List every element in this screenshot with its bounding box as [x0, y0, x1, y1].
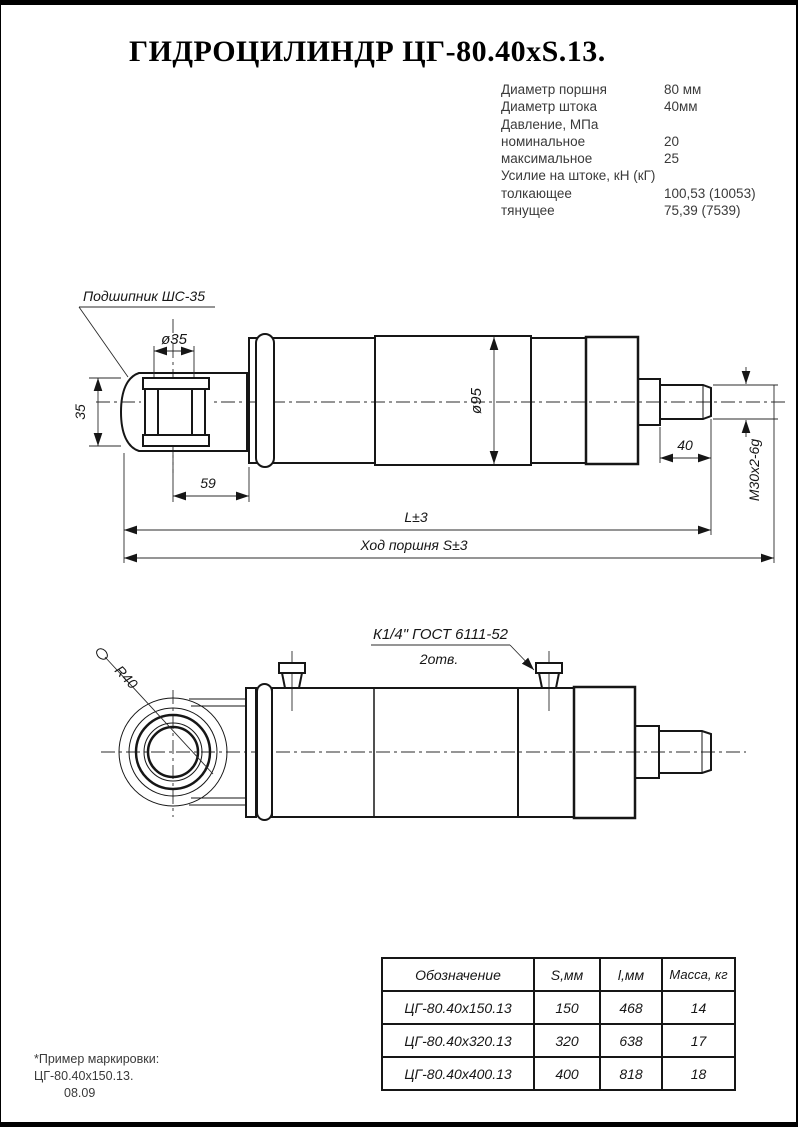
col-header-length: l,мм — [600, 958, 662, 991]
bearing-callout — [79, 288, 215, 377]
hydraulic-port-1 — [279, 651, 305, 711]
bearing-outer-ring-top — [143, 378, 209, 389]
port-leader-line — [510, 645, 534, 670]
col-header-designation: Обозначение — [382, 958, 534, 991]
spec-row: Диаметр поршня 80 мм — [501, 82, 702, 97]
table-row — [382, 1024, 735, 1057]
dim-label: Ход поршня S±3 — [360, 537, 468, 553]
table-header-row — [382, 958, 735, 991]
col-header-mass: Масса, кг — [662, 958, 735, 991]
front-plate — [246, 688, 256, 817]
marking-note — [34, 1051, 159, 1102]
bearing-label: Подшипник ШС-35 — [83, 288, 206, 304]
cell-length: 818 — [600, 1057, 662, 1090]
dim-thread-m30 — [713, 367, 778, 563]
dim-bore-35 — [154, 331, 194, 377]
table-row — [382, 991, 735, 1024]
cylinder-collar — [257, 684, 272, 820]
drawing-1-section-view — [72, 288, 788, 563]
cell-length: 638 — [600, 1024, 662, 1057]
bearing-leader-line — [79, 307, 215, 377]
note-line: 08.09 — [64, 1086, 96, 1100]
dim-40 — [660, 419, 711, 535]
spec-row: Давление, МПа — [501, 116, 599, 132]
port-sublabel: 2отв. — [419, 651, 459, 667]
spec-row: тянущее 75,39 (7539) — [501, 203, 741, 219]
drawing-2-outside-view — [95, 626, 746, 820]
cell-length: 468 — [600, 991, 662, 1024]
spec-row: номинальное 20 — [501, 133, 680, 149]
cell-stroke: 320 — [534, 1024, 600, 1057]
port-label: К1/4" ГОСТ 6111-52 — [373, 626, 508, 643]
cylinder-tube — [272, 688, 574, 817]
bearing-eye-section — [121, 373, 247, 451]
spec-row: толкающее 100,53 (10053) — [501, 185, 756, 201]
port-flange — [536, 663, 562, 673]
dim-extension-lines — [89, 378, 121, 446]
note-line: *Пример маркировки: — [34, 1052, 160, 1066]
cylinder-main-tube — [375, 336, 531, 465]
dim-label: L±3 — [404, 509, 428, 525]
dim-width-35 — [72, 378, 121, 446]
dim-label: М30х2-6g — [746, 438, 762, 502]
dim-label: ø35 — [161, 331, 187, 348]
radius-callout — [95, 647, 213, 774]
cell-stroke: 150 — [534, 991, 600, 1024]
spec-row: максимальное 25 — [501, 151, 680, 167]
port-callout — [371, 626, 534, 670]
spec-row: Диаметр штока 40мм — [501, 99, 698, 115]
page-title: ГИДРОЦИЛИНДР ЦГ-80.40хS.13. — [129, 35, 606, 68]
port-flange — [279, 663, 305, 673]
dim-label: 35 — [72, 404, 88, 420]
radius-label: R40 — [111, 662, 142, 692]
dim-body-95 — [468, 337, 494, 464]
size-table — [381, 957, 736, 1091]
cell-mass: 17 — [662, 1024, 735, 1057]
cell-designation: ЦГ-80.40х400.13 — [382, 1057, 534, 1090]
cell-stroke: 400 — [534, 1057, 600, 1090]
bearing-outer-ring-bottom — [143, 435, 209, 446]
cylinder-end-cap — [574, 687, 635, 818]
cylinder-section — [531, 338, 586, 463]
note-line: ЦГ-80.40х150.13. — [34, 1069, 134, 1083]
dim-59 — [173, 455, 249, 502]
dim-label: 40 — [677, 437, 693, 453]
spec-row: Усилие на штоке, кН (кГ) — [501, 168, 656, 184]
table-row — [382, 1057, 735, 1090]
cell-mass: 14 — [662, 991, 735, 1024]
cell-mass: 18 — [662, 1057, 735, 1090]
dim-label: ø95 — [468, 388, 485, 414]
cell-designation: ЦГ-80.40х320.13 — [382, 1024, 534, 1057]
cylinder-collar — [256, 334, 274, 467]
dim-stroke-S — [124, 537, 774, 558]
dim-label: 59 — [200, 475, 216, 491]
hydraulic-port-2 — [536, 651, 562, 711]
cell-designation: ЦГ-80.40х150.13 — [382, 991, 534, 1024]
cylinder-end-cap — [586, 337, 638, 464]
col-header-stroke: S,мм — [534, 958, 600, 991]
